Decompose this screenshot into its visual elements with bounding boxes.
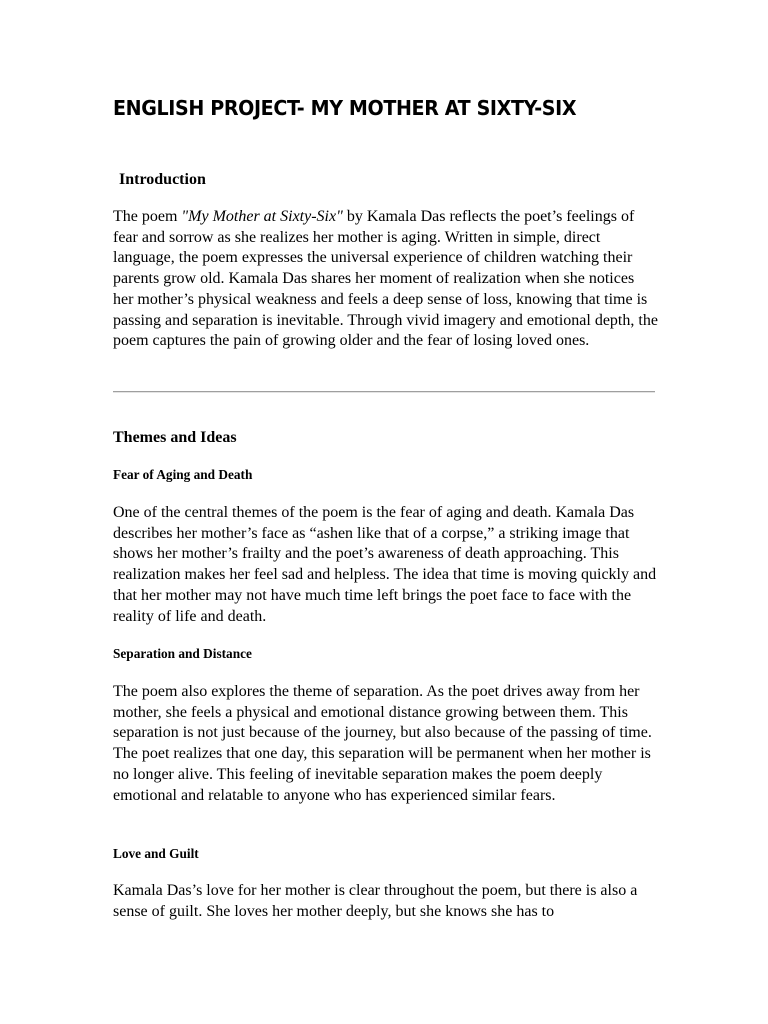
introduction-paragraph (113, 207, 658, 352)
separation-heading: Separation and Distance (113, 646, 252, 661)
poem-title: "My Mother at Sixty-Six" (181, 208, 343, 225)
document-title: ENGLISH PROJECT- MY MOTHER AT SIXTY-SIX (113, 96, 577, 120)
introduction-prefix: The poem (113, 208, 182, 225)
fear-heading: Fear of Aging and Death (113, 467, 253, 482)
love-paragraph: Kamala Das’s love for her mother is clear throughout the poem, but there is also a sense of guilt. She loves her mother deeply, but she knows she has to (113, 882, 638, 920)
introduction-heading: Introduction (119, 171, 206, 188)
love-heading: Love and Guilt (113, 846, 199, 861)
section-divider (113, 391, 655, 393)
introduction-body: by Kamala Das reflects the poet’s feelings of fear and sorrow as she realizes her mother is aging. Written in simple, direct language, the poem expresses the universal experience of children watching their parents grow old. Kamala Das shares her moment of realization when she notices her mother’s physical weakness and feels a deep sense of loss, knowing that time is passing and separation is inevitable. Through vivid imagery and emotional depth, the poem captures the pain of growing older and the fear of losing loved ones. (113, 208, 658, 350)
separation-paragraph: The poem also explores the theme of separation. As the poet drives away from her mother, she feels a physical and emotional distance growing between them. This separation is not just because of the journey, but also because of the passing of time. The poet realizes that one day, this separation will be permanent when her mother is no longer alive. This feeling of inevitable separation makes the poem deeply emotional and relatable to anyone who has experienced similar fears. (113, 683, 652, 804)
themes-heading: Themes and Ideas (113, 429, 237, 446)
fear-paragraph: One of the central themes of the poem is the fear of aging and death. Kamala Das describes her mother’s face as “ashen like that of a corpse,” a striking image that shows her mother’s frailty and the poet’s awareness of death approaching. This realization makes her feel sad and helpless. The idea that time is moving quickly and that her mother may not have much time left brings the poet face to face with the reality of life and death. (113, 504, 657, 625)
